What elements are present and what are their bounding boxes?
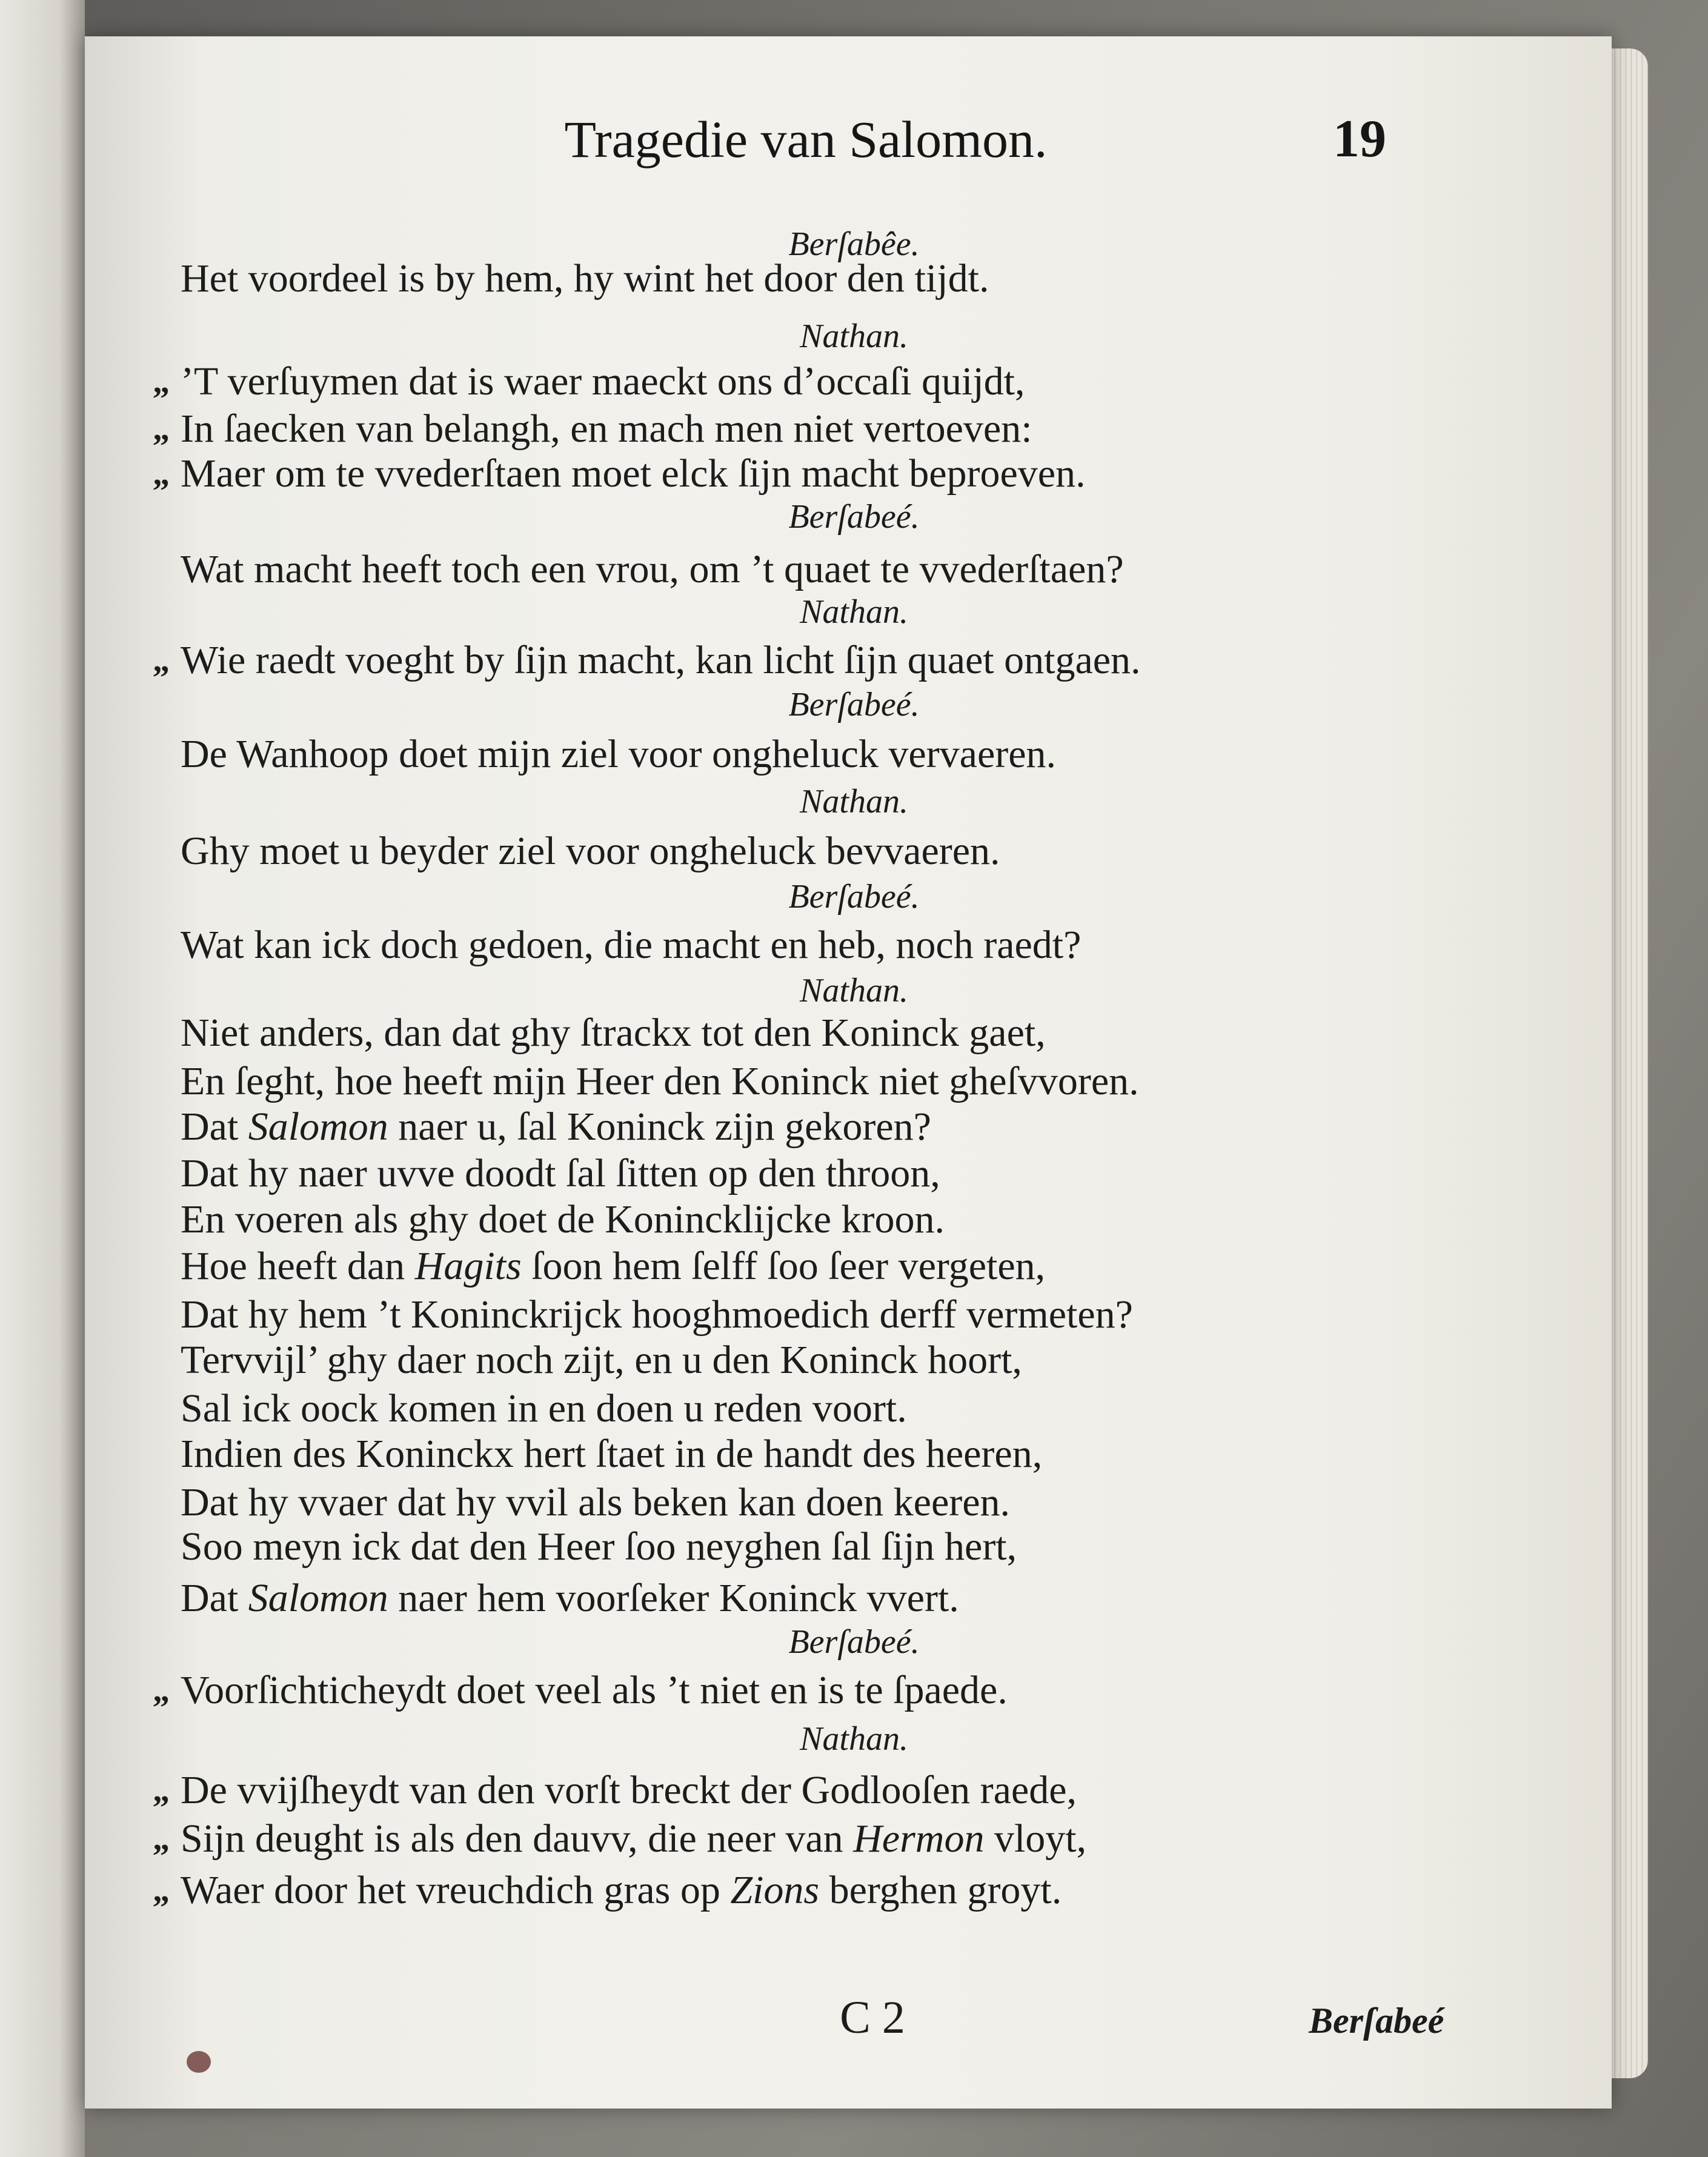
verse-line <box>0 1057 1708 1106</box>
verse-fragment: Wat kan ick doch gedoen, die macht en heb, noch raedt? <box>181 923 1082 967</box>
verse-fragment: En voeren als ghy doet de Koninckliјcke kroon. <box>181 1197 945 1241</box>
running-title: Tragedie van Salomon. <box>564 110 1048 168</box>
verse-fragment: berghen groyt. <box>819 1868 1062 1912</box>
verse-text <box>181 1103 931 1151</box>
speaker-name: Berſabeé. <box>788 878 920 916</box>
verse-line <box>0 636 1708 685</box>
verse-text <box>181 450 1086 498</box>
speaker-name: Nathan. <box>800 593 908 631</box>
verse-text <box>181 1195 945 1244</box>
verse-fragment: Indien des Koninckx hert ſtaet in de handt des heeren, <box>181 1432 1043 1476</box>
speaker-name: Berſabeé. <box>788 1623 920 1661</box>
verse-line <box>0 1336 1708 1384</box>
verse-line <box>0 827 1708 876</box>
verse-text <box>181 1866 1062 1915</box>
verse-line <box>0 1009 1708 1057</box>
verse-fragment: Wat macht heeft toch een vrou, om ’t quaet te vvederſtaen? <box>181 547 1124 591</box>
verse-text <box>181 636 1141 685</box>
verse-fragment: Tervvijl’ ghy daer noch zijt, en u den Koninck hoort, <box>181 1338 1022 1382</box>
verse-text <box>181 921 1081 969</box>
speaker-name: Berſabeé. <box>788 686 920 723</box>
verse-text <box>181 1430 1042 1478</box>
verse-fragment: En ſeght, hoe heeft mijn Heer den Koninck niet gheſvvoren. <box>181 1059 1139 1103</box>
quotation-marker: „ <box>153 1772 170 1809</box>
verse-text <box>181 1384 907 1433</box>
quotation-marker: „ <box>153 410 170 448</box>
verse-fragment: vloyt, <box>984 1816 1087 1861</box>
verse-text <box>181 827 1000 876</box>
verse-line <box>0 1523 1708 1571</box>
verse-text <box>181 1815 1086 1863</box>
signature-mark: C 2 <box>840 1992 905 2043</box>
verse-fragment: Dat <box>181 1105 248 1149</box>
verse-fragment: ſoon hem ſelff ſoo ſeer vergeten, <box>521 1244 1046 1288</box>
italic-name: Salomon <box>248 1576 388 1620</box>
verse-fragment: Ghy moet u beyder ziel voor ongheluck bevvaeren. <box>181 829 1000 873</box>
verse-text <box>181 1057 1139 1106</box>
quotation-marker: „ <box>153 642 170 679</box>
verse-line <box>0 1149 1708 1198</box>
ink-stain <box>187 2051 211 2073</box>
verse-fragment: Wie raedt voeght by ſijn macht, kan licht ſijn quaet ontgaen. <box>181 638 1141 682</box>
speaker-name: Nathan. <box>800 783 908 820</box>
speaker-name: Nathan. <box>800 317 908 355</box>
verse-line <box>0 1195 1708 1244</box>
verse-text <box>181 405 1032 453</box>
verse-text <box>181 1149 940 1198</box>
quotation-marker: „ <box>153 1672 170 1709</box>
verse-text <box>181 1291 1133 1339</box>
verse-fragment: Dat hy naer uvve doodt ſal ſitten op den throon, <box>181 1151 940 1195</box>
verse-text <box>181 1336 1022 1384</box>
verse-fragment: Dat hy hem ’t Koninckrijck hooghmoedich derff vermeten? <box>181 1292 1133 1337</box>
verse-text <box>181 357 1025 406</box>
verse-text <box>181 730 1056 779</box>
verse-line <box>0 1766 1708 1815</box>
verse-fragment: Waer door het vreuchdich gras op <box>181 1868 731 1912</box>
verse-fragment: Sijn deught is als den dauvv, die neer van <box>181 1816 854 1861</box>
verse-text <box>181 1523 1017 1571</box>
verse-line <box>0 1384 1708 1433</box>
verse-fragment: Soo meyn ick dat den Heer ſoo neyghen ſal ſijn hert, <box>181 1524 1017 1569</box>
quotation-marker: „ <box>153 1872 170 1909</box>
verse-fragment: Maer om te vvederſtaen moet elck ſijn macht beproeven. <box>181 451 1086 496</box>
speaker-name: Berſabeé. <box>788 498 920 536</box>
verse-line <box>0 730 1708 779</box>
verse-line <box>0 921 1708 969</box>
speaker-name: Nathan. <box>800 1720 908 1758</box>
verse-line <box>0 1103 1708 1151</box>
italic-name: Salomon <box>248 1105 388 1149</box>
verse-line <box>0 545 1708 594</box>
verse-text <box>181 254 989 303</box>
verse-text <box>181 1009 1046 1057</box>
verse-line <box>0 1430 1708 1478</box>
verse-line <box>0 1242 1708 1291</box>
verse-text <box>181 1478 1010 1527</box>
verse-line <box>0 1866 1708 1915</box>
verse-fragment: De Wanhoop doet mijn ziel voor ongheluck vervaeren. <box>181 732 1057 776</box>
verse-fragment: naer hem voorſeker Koninck vvert. <box>388 1576 959 1620</box>
verse-line <box>0 1574 1708 1623</box>
verse-text <box>181 1242 1045 1291</box>
verse-fragment: Voorſichticheydt doet veel als ’t niet en is te ſpaede. <box>181 1668 1008 1712</box>
catchword: Berſabeé <box>1309 2001 1444 2041</box>
page-number: 19 <box>1333 110 1386 168</box>
verse-line <box>0 357 1708 406</box>
verse-fragment: In ſaecken van belangh, en mach men niet vertoeven: <box>181 407 1032 451</box>
verse-text <box>181 545 1124 594</box>
speaker-name: Nathan. <box>800 972 908 1009</box>
speaker-name: Berſabêe. <box>788 225 920 263</box>
verse-fragment: Hoe heeft dan <box>181 1244 415 1288</box>
verse-fragment: Dat hy vvaer dat hy vvil als beken kan doen keeren. <box>181 1480 1011 1524</box>
quotation-marker: „ <box>153 1820 170 1858</box>
verse-line <box>0 1291 1708 1339</box>
verse-fragment: ’T verſuymen dat is waer maeckt ons d’occaſi quijdt, <box>181 359 1025 404</box>
italic-name: Zions <box>730 1868 820 1912</box>
verse-fragment: Sal ick oock komen in en doen u reden voort. <box>181 1386 907 1431</box>
italic-name: Hermon <box>853 1816 985 1861</box>
verse-line <box>0 1666 1708 1715</box>
quotation-marker: „ <box>153 455 170 493</box>
verse-fragment: Het voordeel is by hem, hy wint het door den tijdt. <box>181 256 989 301</box>
verse-text <box>181 1766 1077 1815</box>
verse-line <box>0 450 1708 498</box>
verse-fragment: naer u, ſal Koninck zijn gekoren? <box>388 1105 931 1149</box>
verse-line <box>0 1478 1708 1527</box>
italic-name: Hagits <box>414 1244 522 1288</box>
verse-fragment: Dat <box>181 1576 248 1620</box>
verse-fragment: De vvijſheydt van den vorſt breckt der Godlooſen raede, <box>181 1768 1077 1812</box>
verse-line <box>0 254 1708 303</box>
verse-text <box>181 1666 1008 1715</box>
verse-text <box>181 1574 959 1623</box>
quotation-marker: „ <box>153 363 170 400</box>
verse-fragment: Niet anders, dan dat ghy ſtrackx tot den Koninck gaet, <box>181 1011 1046 1055</box>
verse-line <box>0 1815 1708 1863</box>
verse-line <box>0 405 1708 453</box>
